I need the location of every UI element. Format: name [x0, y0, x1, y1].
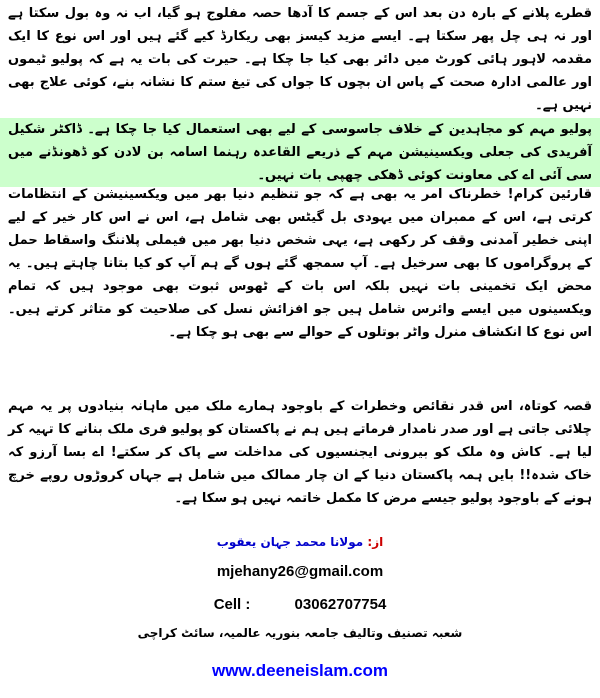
website-link[interactable]: www.deeneislam.com — [211, 661, 389, 680]
email-address: mjehany26@gmail.com — [216, 563, 384, 580]
cell-number: 03062707754 — [294, 596, 387, 613]
paragraph-2: پولیو مہم کو مجاہدین کے خلاف جاسوسی کے لیے بھی استعمال کیا جا چکا ہے۔ ڈاکٹر شکیل آفریدی کی جعلی ویکسینیشن مہم کے ذریعے القاعدہ رہنما اسامہ بن لادن کو ڈھونڈنے میں سی آئی اے کی معاونت کوئی ڈھکی چھپی بات نہیں۔ — [0, 118, 600, 187]
paragraph-3: قارئین کرام! خطرناک امر یہ بھی ہے کہ جو تنظیم دنیا بھر میں ویکسینیشن کے انتظامات کرتی ہے، اس کے ممبران میں یہودی بل گیٹس بھی شامل ہے، اس نے اس کار خیر کے لیے اپنی خطیر آمدنی وقف کر رکھی ہے، یہی شخص دنیا بھر میں فیملی پلاننگ واسقاط حمل کے پروگراموں کا بھی سرخیل ہے۔ آپ سمجھ گئے ہوں گے ہم آپ کو کیا بتانا چاہتے ہیں۔ یہ محض ایک تخمینی بات نہیں بلکہ اس بات کے ٹھوس ثبوت بھی موجود ہیں کہ تمام ویکسینوں میں ایسے وائرس شامل ہیں جو افزائش نسل کی صلاحیت کو متاثر کرتے ہیں۔ اس نوع کا انکشاف منرل واٹر بوتلوں کے حوالے سے بھی ہو چکا ہے۔ — [8, 187, 592, 340]
author-name: مولانا محمد جہان یعقوب — [216, 535, 364, 549]
author-prefix: از: — [367, 535, 384, 549]
paragraph-1: قطرے پلانے کے بارہ دن بعد اس کے جسم کا آدھا حصہ مفلوج ہو گیا، اب نہ وہ بول سکتا ہے اور نہ ہی چل پھر سکتا ہے۔ ایسے مزید کیسز بھی ریکارڈ کیے گئے ہیں اور اس نوع کا ایک مقدمہ لاہور ہائی کورٹ میں دائر بھی کیا جا چکا ہے۔ حیرت کی بات یہ ہے کہ پولیو ٹیموں اور عالمی ادارہ صحت کے پاس ان بچوں کا جواں کی تیغ ستم کا نشانہ بنے، کوئی علاج بھی نہیں ہے۔ — [8, 6, 592, 113]
paragraph-4: قصہ کوتاہ، اس قدر نقائص وخطرات کے باوجود ہمارے ملک میں ماہانہ بنیادوں پر یہ مہم چلائی جاتی ہے اور صدر نامدار فرماتے ہیں ہم نے پاکستان کو پولیو فری ملک بنانے کا تہیہ کر لیا ہے۔ کاش وہ ملک کو بیرونی ایجنسیوں کی مداخلت سے پاک کر سکتے! اے بسا آرزو کہ خاک شدہ!! بایں ہمہ پاکستان دنیا کے ان چار ممالک میں شامل ہے جہاں کروڑوں روپے خرچ ہونے کے باوجود پولیو جیسے مرض کا مکمل خاتمہ نہیں ہو سکا ہے۔ — [8, 399, 592, 506]
department-line: شعبہ تصنیف وتالیف جامعہ بنوریہ عالمیہ، سائٹ کراچی — [137, 626, 463, 640]
cell-line — [0, 596, 600, 613]
cell-label: Cell : — [213, 596, 251, 613]
author-line — [0, 535, 600, 549]
